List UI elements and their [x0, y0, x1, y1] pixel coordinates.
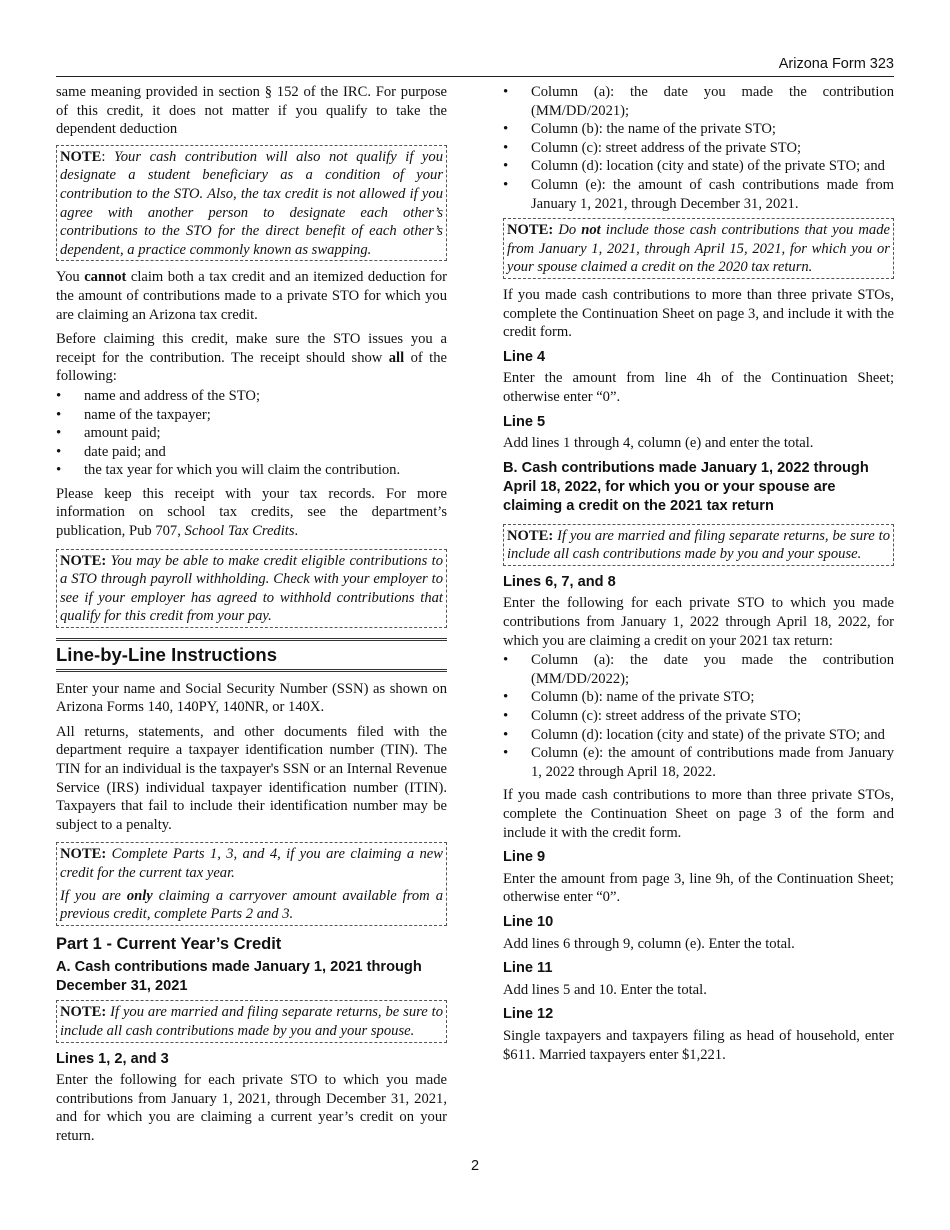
- note-text: Complete Parts 1, 3, and 4, if you are claiming a new credit for the current tax year.: [60, 846, 443, 881]
- text-run: If you are: [60, 887, 127, 904]
- note-text: If you are married and filing separate returns, be sure to include all cash contributions made by you and your spouse.: [507, 527, 890, 563]
- list-item: • Column (b): name of the private STO;: [503, 688, 894, 707]
- note-line: [60, 845, 443, 882]
- note-line: [60, 887, 443, 924]
- more-than-three-paragraph: If you made cash contributions to more than three private STOs, complete the Continuation Sheet on page 3, and include it with the credit form.: [503, 286, 894, 341]
- line4-title: Line 4: [503, 348, 546, 365]
- text-run: include those cash contributions that you made from January 1, 2021, through April 15, 2021, for which you or your spouse claimed a credit on the 2020 tax return.: [507, 222, 890, 276]
- line11-text: Add lines 5 and 10. Enter the total.: [503, 981, 707, 998]
- text-run: claiming a carryover amount available from a previous credit, complete Parts 2 and 3.: [60, 887, 443, 923]
- note-text: If you are married and filing separate returns, be sure to include all cash contributions made by you and your spouse.: [60, 1004, 443, 1039]
- section-title: Line-by-Line Instructions: [56, 638, 447, 672]
- line12-text: Single taxpayers and taxpayers filing as head of household, enter $611. Married taxpayers enter $1,221.: [503, 1027, 894, 1063]
- cannot-paragraph: [56, 268, 447, 324]
- note-married-a: [56, 1000, 447, 1042]
- note-text: Your cash contribution will also not qualify if you designate a student beneficiary as a condition of your contribution to the STO. Also, the tax credit is not allowed if you agree with another person to designate each other’s contributions to the STO for the direct benefit of each other’s dependent, a practice commonly known as swapping.: [60, 148, 444, 258]
- list-item: • Column (c): street address of the private STO;: [503, 707, 894, 726]
- lines123-paragraph: Enter the following for each private STO to which you made contributions from January 1, 2021, through December 31, 2021, and for which you are claiming a current year’s credit on your return.: [56, 1072, 447, 1144]
- keep-receipt-paragraph: [56, 485, 447, 541]
- note-payroll: [56, 549, 447, 628]
- columns-a-list: [503, 83, 894, 213]
- note-label: NOTE:: [60, 1004, 107, 1021]
- text-run-bold: cannot: [84, 269, 127, 286]
- note-do-not: [503, 218, 894, 279]
- intro-paragraph: same meaning provided in section § 152 of the IRC. For purpose of this credit, it does not matter if you qualify to take the dependent deduction: [56, 84, 447, 138]
- note-married-b: [503, 524, 894, 566]
- note-label: NOTE: [60, 148, 102, 165]
- left-column: [56, 83, 447, 1152]
- note-text: [507, 222, 890, 275]
- ssn-paragraph: Enter your name and Social Security Number (SSN) as shown on Arizona Forms 140, 140PY, 140NR, or 140X.: [56, 680, 447, 716]
- text-run: claim both a tax credit and an itemized deduction for the amount of contributions made to a private STO for which you are claiming an Arizona tax credit.: [56, 269, 447, 323]
- tin-paragraph: All returns, statements, and other documents filed with the department require a taxpayer identification number (TIN). The TIN for an individual is the taxpayer's SSN or an Internal Revenue Service (IRS) individual taxpayer identification number (ITIN). Taxpayers that fail to include their identification number may be subject to a penalty.: [56, 723, 447, 833]
- line12-title: Line 12: [503, 1006, 554, 1023]
- text-run: .: [294, 523, 299, 540]
- lines123-title: Lines 1, 2, and 3: [56, 1050, 169, 1067]
- list-item: • name of the taxpayer;: [56, 406, 447, 425]
- list-item: • Column (e): the amount of cash contributions made from January 1, 2021, through December 31, 2021.: [503, 176, 894, 213]
- line9-text: Enter the amount from page 3, line 9h, of the Continuation Sheet; otherwise enter “0”.: [503, 870, 894, 906]
- publication-title: School Tax Credits: [184, 523, 295, 540]
- page-number: 2: [470, 1158, 480, 1174]
- list-item: • name and address of the STO;: [56, 387, 447, 406]
- note-colon: :: [101, 148, 114, 165]
- list-item: • Column (d): location (city and state) of the private STO; and: [503, 726, 894, 745]
- receipt-paragraph: [56, 330, 447, 386]
- partA-title: A. Cash contributions made January 1, 2021 through December 31, 2021: [56, 959, 422, 995]
- line10-title: Line 10: [503, 913, 554, 930]
- list-item: • Column (d): location (city and state) of the private STO; and: [503, 157, 894, 176]
- line4-text: Enter the amount from line 4h of the Continuation Sheet; otherwise enter “0”.: [503, 370, 894, 405]
- list-item: • Column (a): the date you made the contribution (MM/DD/2022);: [503, 651, 894, 688]
- right-column: [503, 83, 894, 1070]
- more-than-three-b-paragraph: If you made cash contributions to more than three private STOs, complete the Continuation Sheet on page 3 of the form and include it with the credit form.: [503, 787, 894, 841]
- list-item: • Column (c): street address of the private STO;: [503, 139, 894, 158]
- text-run-bold: not: [581, 222, 601, 239]
- text-run: of the following:: [56, 349, 447, 385]
- text-run: Please keep this receipt with your tax records. For more information on school tax credits, see the department’s publication, Pub 707,: [56, 485, 447, 540]
- list-item: • amount paid;: [56, 424, 447, 443]
- line10-text: Add lines 6 through 9, column (e). Enter the total.: [503, 935, 795, 952]
- part1-title: Part 1 - Current Year’s Credit: [56, 934, 282, 953]
- form-title: Arizona Form 323: [778, 56, 894, 72]
- line5-text: Add lines 1 through 4, column (e) and enter the total.: [503, 435, 814, 452]
- partB-title: B. Cash contributions made January 1, 2022 through April 18, 2022, for which you or your spouse are claiming a credit on the 2021 tax return: [503, 459, 869, 514]
- line5-title: Line 5: [503, 413, 546, 430]
- line11-title: Line 11: [503, 960, 553, 977]
- note-swapping: [56, 145, 447, 262]
- text-run: Before claiming this credit, make sure the STO issues you a receipt for the contribution. The receipt should show: [56, 331, 447, 366]
- lines678-title: Lines 6, 7, and 8: [503, 573, 616, 590]
- header-rule: [56, 76, 894, 77]
- text-run-bold: only: [126, 887, 153, 904]
- text-run-bold: all: [388, 349, 405, 366]
- list-item: • Column (e): the amount of contributions made from January 1, 2022 through April 18, 2022.: [503, 744, 894, 781]
- text-run: You: [56, 269, 85, 286]
- note-label: NOTE:: [60, 552, 107, 569]
- note-text: You may be able to make credit eligible contributions to a STO through payroll withholding. Check with your employer to see if your employer has agreed to withhold contributions that qualify for this credit from your pay.: [60, 552, 443, 625]
- lines678-paragraph: Enter the following for each private STO to which you made contributions from January 1, 2022 through April 18, 2022, for which you are claiming a credit on your 2021 tax return:: [503, 595, 894, 649]
- list-item: • date paid; and: [56, 443, 447, 462]
- list-item: • Column (a): the date you made the contribution (MM/DD/2021);: [503, 83, 894, 120]
- note-label: NOTE:: [507, 527, 554, 544]
- list-item: • Column (b): the name of the private STO;: [503, 120, 894, 139]
- line9-title: Line 9: [503, 849, 546, 866]
- note-label: NOTE:: [507, 222, 554, 239]
- receipt-list: [56, 387, 447, 480]
- columns-b-list: [503, 651, 894, 781]
- list-item: • the tax year for which you will claim the contribution.: [56, 461, 447, 480]
- note-parts: [56, 842, 447, 925]
- note-label: NOTE:: [60, 846, 107, 863]
- text-run: Do: [558, 222, 582, 239]
